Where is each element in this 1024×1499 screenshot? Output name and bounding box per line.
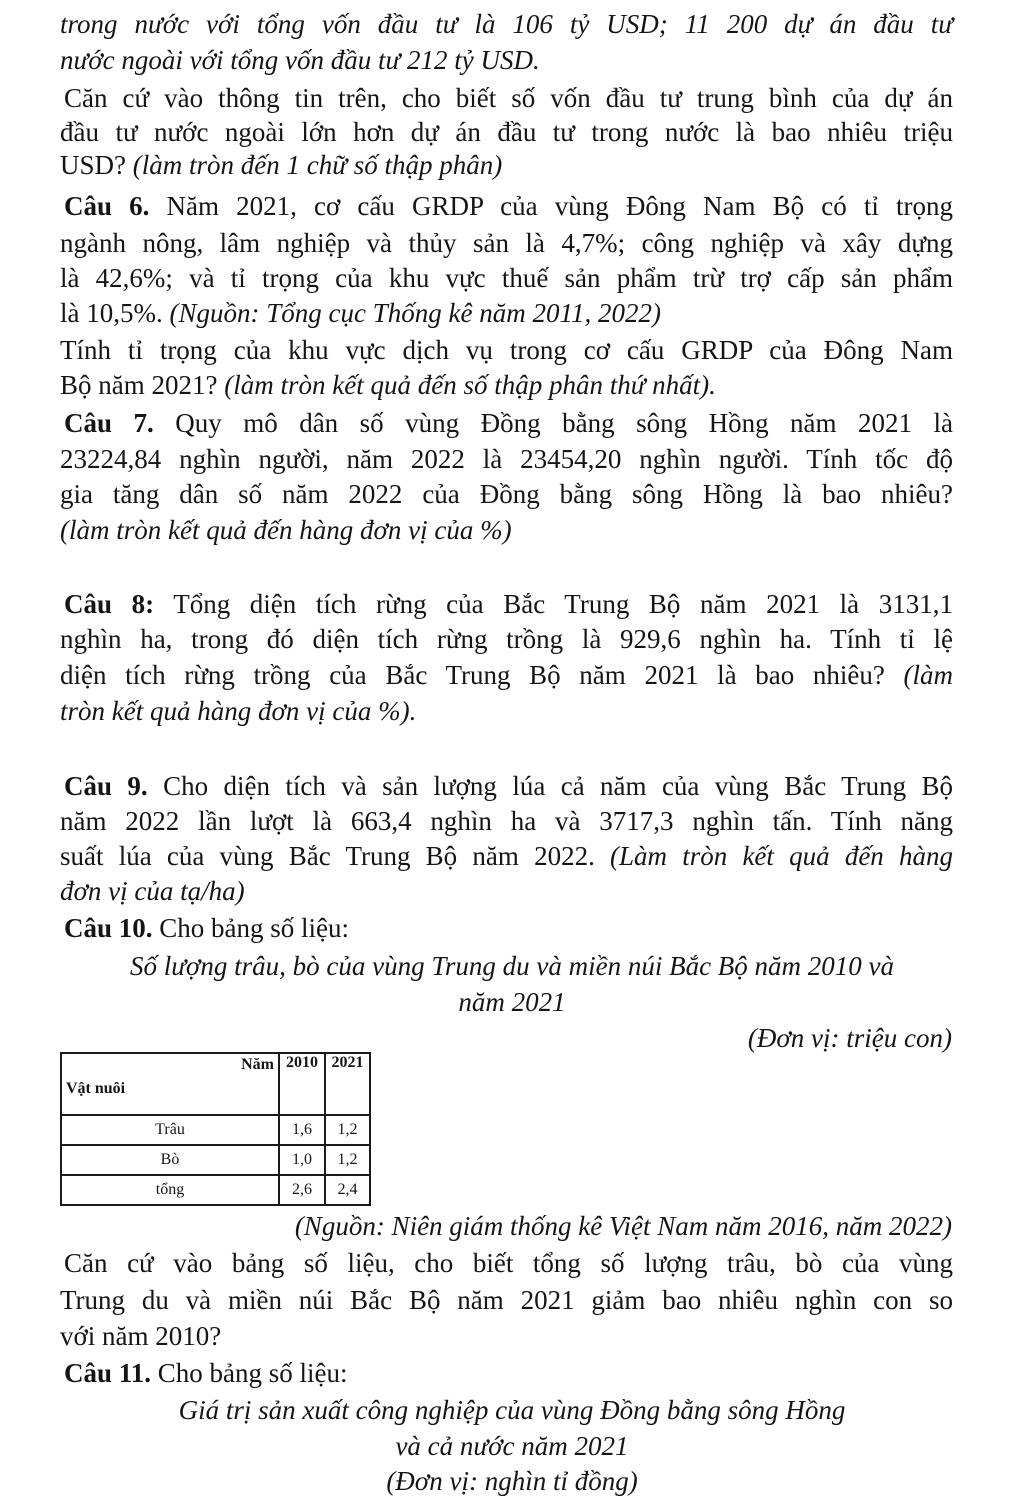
table-row [61,1115,370,1145]
rounding-note: (làm tròn kết quả đến số thập phân thứ nhất). [224,370,716,400]
text-line: với năm 2010? [60,1321,222,1351]
livestock-table [60,1052,371,1206]
text-line: ngành nông, lâm nghiệp và thủy sản là 4,7%; công nghiệp và xây dựng [60,228,953,258]
row-name: Bò [61,1145,279,1175]
header-item-label: Vật nuôi [66,1080,126,1097]
row-name: tổng [61,1175,279,1205]
cell-value: 1,6 [279,1115,325,1145]
text-line: nước ngoài với tổng vốn đầu tư 212 tỷ USD. [60,45,540,75]
text-line: trong nước với tổng vốn đầu tư là 106 tỷ USD; 11 200 dự án đầu tư [60,9,953,39]
text-span: Bộ năm 2021? [60,370,218,400]
question-6-line [64,188,953,224]
text-line [60,367,953,403]
text-span-italic: (làm tròn đến 1 chữ số thập phân) [132,150,503,180]
question-11-line [64,1355,953,1391]
source-note: (Nguồn: Tổng cục Thống kê năm 2011, 2022) [169,298,661,328]
row-name: Trâu [61,1115,279,1145]
question-7-label: Câu 7. [64,408,154,438]
question-9-label: Câu 9. [64,771,148,801]
cell-value: 1,0 [279,1145,325,1175]
text-line: gia tăng dân số năm 2022 của Đồng bằng sông Hồng là bao nhiêu? [60,479,953,509]
text-line [60,295,953,331]
text-span: Quy mô dân số vùng Đồng bằng sông Hồng năm 2021 là [175,408,953,438]
question-8-line [64,586,953,622]
rounding-note: (làm tròn kết quả đến hàng đơn vị của %) [60,515,512,545]
table-title: Giá trị sản xuất công nghiệp của vùng Đồng bằng sông Hồng [178,1395,846,1425]
text-span: suất lúa của vùng Bắc Trung Bộ năm 2022. [60,841,595,871]
question-9-line [64,768,953,804]
text-line: là 42,6%; và tỉ trọng của khu vực thuế sản phẩm trừ trợ cấp sản phẩm [60,263,953,293]
text-span-italic: (làm [903,660,954,690]
text-span: USD? [60,150,126,180]
table-title: và cả nước năm 2021 [395,1431,629,1461]
table-title: năm 2021 [458,987,566,1017]
text-line: nghìn ha, trong đó diện tích rừng trồng là 929,6 nghìn ha. Tính tỉ lệ [60,624,953,654]
table-header-row [61,1053,370,1115]
text-span: là 10,5%. [60,298,163,328]
text-span: Năm 2021, cơ cấu GRDP của vùng Đông Nam Bộ có tỉ trọng [166,191,954,221]
question-10-label: Câu 10. [64,913,153,943]
cell-value: 1,2 [325,1145,370,1175]
header-year-label: Năm [241,1056,274,1073]
header-year: 2010 [279,1053,325,1115]
question-11-label: Câu 11. [64,1358,152,1388]
text-span: Cho bảng số liệu: [159,913,350,943]
question-6-label: Câu 6. [64,191,150,221]
cell-value: 1,2 [325,1115,370,1145]
text-line: Căn cứ vào thông tin trên, cho biết số vốn đầu tư trung bình của dự án [64,83,953,113]
table-row [61,1175,370,1205]
text-span: Cho diện tích và sản lượng lúa cả năm của vùng Bắc Trung Bộ [163,771,954,801]
text-line: năm 2022 lần lượt là 663,4 nghìn ha và 3717,3 nghìn tấn. Tính năng [60,806,953,836]
text-line: Căn cứ vào bảng số liệu, cho biết tổng số lượng trâu, bò của vùng [64,1248,953,1278]
question-10-line [64,910,953,946]
text-line [60,657,953,693]
table-row [61,1145,370,1175]
text-span-italic: (Làm tròn kết quả đến hàng [610,841,954,871]
question-8-label: Câu 8: [64,589,155,619]
question-7-line [64,405,953,441]
header-year: 2021 [325,1053,370,1115]
text-line [60,838,953,874]
unit-note: (Đơn vị: nghìn tỉ đồng) [386,1466,638,1496]
text-span: diện tích rừng trồng của Bắc Trung Bộ năm 2021 là bao nhiêu? [60,660,885,690]
text-line: 23224,84 nghìn người, năm 2022 là 23454,20 nghìn người. Tính tốc độ [60,444,953,474]
cell-value: 2,6 [279,1175,325,1205]
table-header-corner [61,1053,279,1115]
rounding-note: tròn kết quả hàng đơn vị của %). [60,696,417,726]
text-line [60,147,953,183]
text-span: Tổng diện tích rừng của Bắc Trung Bộ năm 2021 là 3131,1 [173,589,954,619]
table-title: Số lượng trâu, bò của vùng Trung du và miền núi Bắc Bộ năm 2010 và [129,951,895,981]
cell-value: 2,4 [325,1175,370,1205]
source-note: (Nguồn: Niên giám thống kê Việt Nam năm 2016, năm 2022) [294,1211,952,1241]
rounding-note: đơn vị của tạ/ha) [60,876,245,906]
unit-note: (Đơn vị: triệu con) [747,1023,952,1053]
text-line: Tính tỉ trọng của khu vực dịch vụ trong cơ cấu GRDP của Đông Nam [60,335,953,365]
text-line: Trung du và miền núi Bắc Bộ năm 2021 giảm bao nhiêu nghìn con so [60,1285,953,1315]
text-span: Cho bảng số liệu: [157,1358,348,1388]
text-line: đầu tư nước ngoài lớn hơn dự án đầu tư trong nước là bao nhiêu triệu [60,117,953,147]
